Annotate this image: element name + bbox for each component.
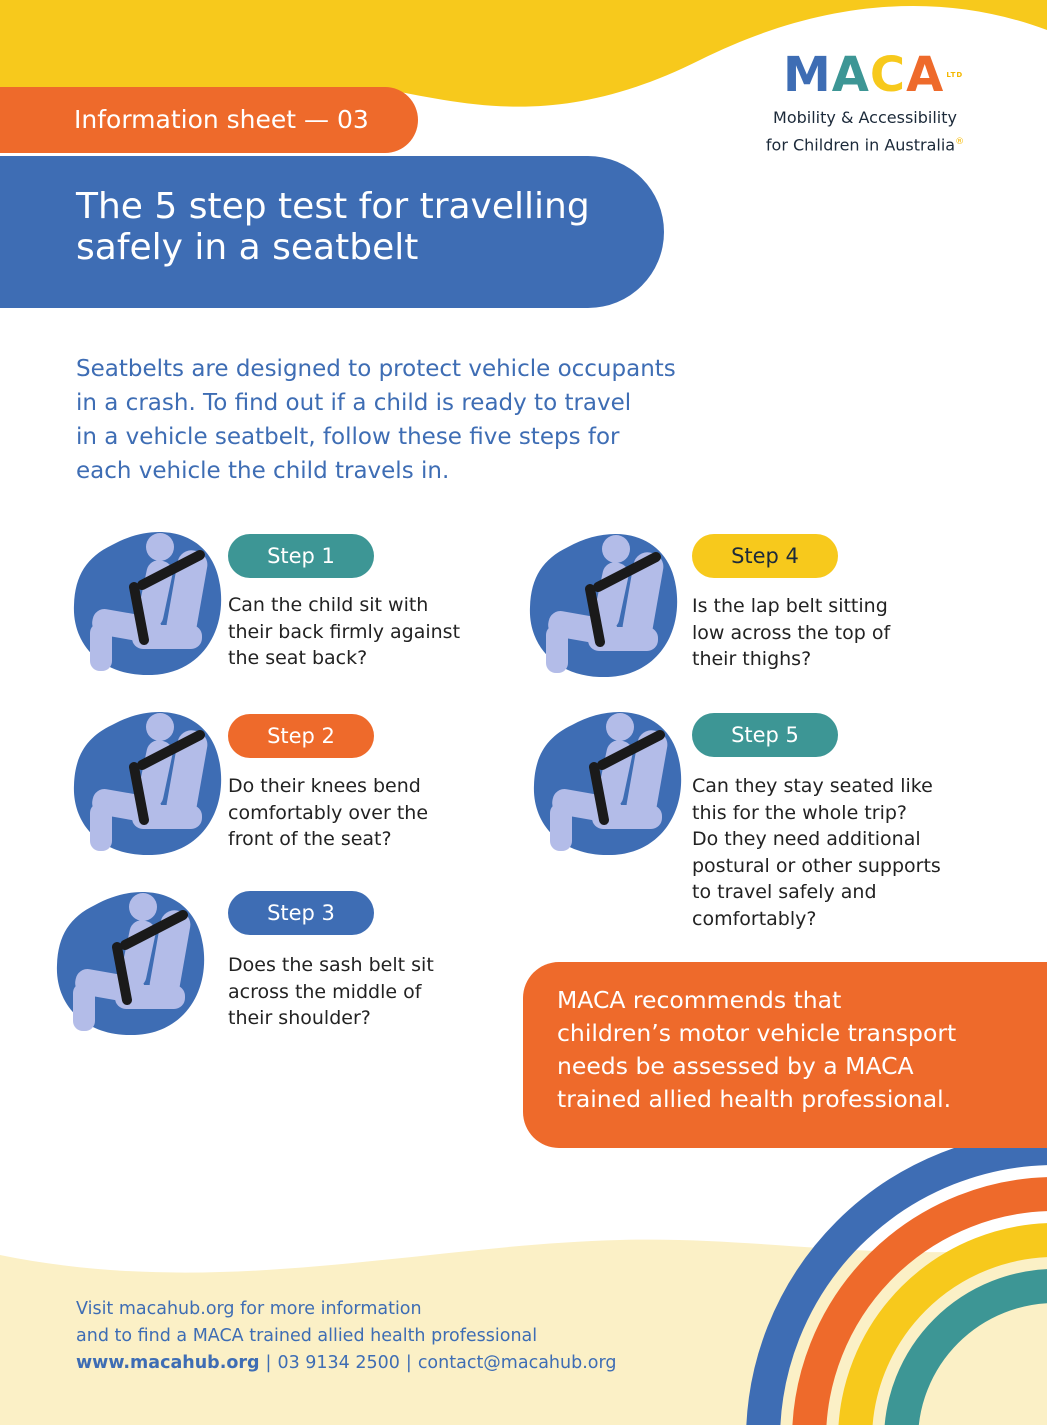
step-4-text	[692, 593, 890, 673]
step-3-line3: their shoulder?	[228, 1007, 371, 1029]
step-2-line2: comfortably over the	[228, 801, 429, 824]
separator-1: |	[265, 1353, 272, 1373]
step-4-icon	[528, 527, 678, 677]
footer-line2: and to find a MACA trained allied health professional	[76, 1326, 538, 1346]
separator-2: |	[405, 1353, 412, 1373]
step-1-line1: Can the child sit with	[228, 594, 429, 616]
maca-logo	[745, 47, 985, 157]
step-3-text	[228, 952, 434, 1032]
step-4-line2: low across the top of	[692, 621, 891, 644]
phone-number[interactable]: 03 9134 2500	[277, 1353, 400, 1373]
logo-letter-a2: A	[906, 47, 945, 103]
step-3-icon	[55, 885, 205, 1035]
logo-tagline-line2-wrap	[745, 130, 985, 157]
step-1-badge: Step 1	[228, 534, 374, 578]
footer-contact	[76, 1350, 716, 1377]
step-1-line2: their back firmly against	[228, 620, 461, 643]
recommendation-callout	[523, 962, 1047, 1148]
step-4-line3: their thighs?	[692, 648, 812, 670]
email-link[interactable]: contact@macahub.org	[417, 1353, 617, 1373]
step-5-icon	[532, 705, 682, 855]
step-5-line5: to travel safely and	[692, 881, 877, 903]
page-title	[0, 156, 664, 308]
step-2-icon	[72, 705, 222, 855]
intro-line3: in a vehicle seatbelt, follow these five steps for	[76, 424, 620, 450]
callout-line3: needs be assessed by a MACA	[557, 1052, 914, 1080]
logo-tagline	[745, 106, 985, 157]
step-3-line1: Does the sash belt sit	[228, 954, 434, 976]
step-5-line2: this for the whole trip?	[692, 801, 907, 824]
intro-paragraph	[76, 352, 756, 488]
intro-line4: each vehicle the child travels in.	[76, 458, 450, 484]
info-sheet-label: Information sheet — 03	[0, 87, 418, 153]
logo-letter-a: A	[831, 47, 870, 103]
step-2-text	[228, 773, 428, 853]
step-5-line3: Do they need additional	[692, 828, 921, 850]
step-3-line2: across the middle of	[228, 980, 422, 1003]
footer-line1: Visit macahub.org for more information	[76, 1299, 422, 1319]
logo-tagline-line2: for Children in Australia	[765, 135, 956, 155]
step-2-badge: Step 2	[228, 714, 374, 758]
step-2-line1: Do their knees bend	[228, 775, 421, 797]
intro-line2: in a crash. To find out if a child is ready to travel	[76, 390, 632, 416]
step-3-badge: Step 3	[228, 891, 374, 935]
step-1-icon	[72, 525, 222, 675]
step-2-line3: front of the seat?	[228, 828, 392, 850]
step-1-line3: the seat back?	[228, 647, 368, 669]
logo-letter-m: M	[783, 47, 832, 103]
title-line2: safely in a seatbelt	[76, 227, 419, 268]
intro-line1: Seatbelts are designed to protect vehicle occupants	[76, 356, 676, 382]
step-5-line4: postural or other supports	[692, 854, 941, 877]
logo-tagline-line1: Mobility & Accessibility	[773, 108, 957, 127]
step-4-line1: Is the lap belt sitting	[692, 595, 888, 617]
step-5-text	[692, 773, 941, 932]
step-5-line6: comfortably?	[692, 907, 817, 930]
step-5-badge: Step 5	[692, 713, 838, 757]
website-link[interactable]: www.macahub.org	[76, 1353, 260, 1373]
callout-line1: MACA recommends that	[557, 986, 842, 1014]
logo-wordmark	[745, 47, 985, 103]
registered-mark: ®	[955, 137, 965, 147]
footer	[76, 1296, 716, 1377]
logo-letter-c: C	[869, 47, 907, 103]
logo-ltd: LTD	[946, 71, 964, 79]
title-line1: The 5 step test for travelling	[76, 186, 590, 227]
step-1-text	[228, 592, 460, 672]
callout-line4: trained allied health professional.	[557, 1085, 952, 1113]
callout-line2: children’s motor vehicle transport	[557, 1019, 957, 1047]
step-4-badge: Step 4	[692, 534, 838, 578]
step-5-line1: Can they stay seated like	[692, 775, 933, 797]
